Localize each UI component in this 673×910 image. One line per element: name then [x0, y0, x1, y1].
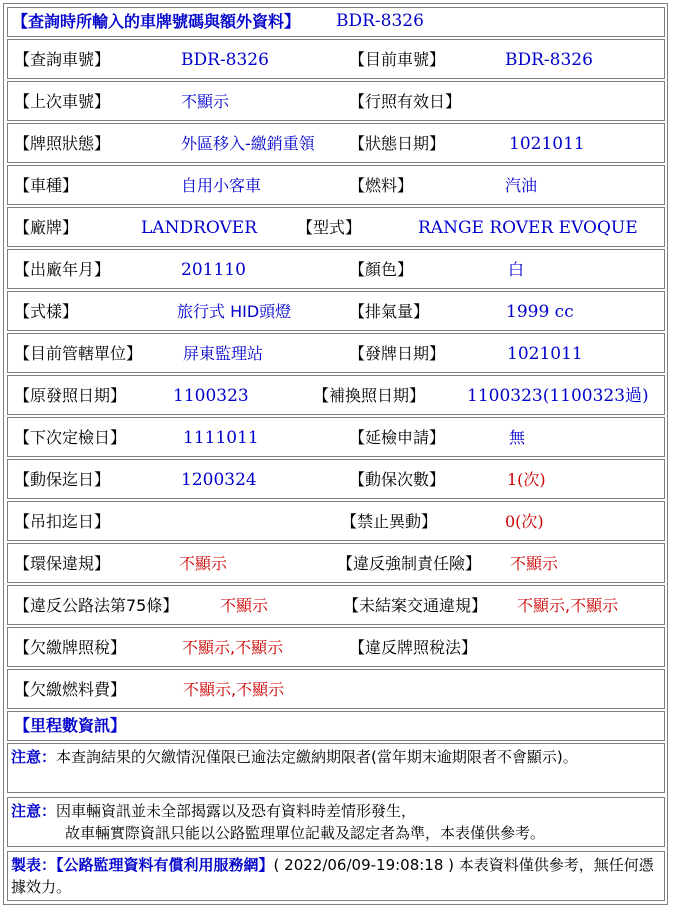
- field-label: 【廠牌】: [14, 218, 79, 237]
- field-label: 【欠繳牌照稅】: [14, 638, 127, 657]
- table-row: [7, 375, 665, 415]
- footer-note: [7, 851, 665, 901]
- field-value: 1200324: [181, 470, 257, 490]
- field-label: 【違反牌照稅法】: [349, 638, 478, 657]
- field-label: 【違反強制責任險】: [337, 554, 482, 573]
- query-title-value: BDR-8326: [336, 11, 424, 31]
- note-disclaimer: [7, 797, 665, 847]
- field-label: 【動保迄日】: [14, 470, 111, 489]
- footer-text: ( 2022/06/09-19:08:18 ) 本表資料僅供參考，無任何憑據效力。: [11, 856, 654, 896]
- field-label: 【行照有效日】: [349, 92, 462, 111]
- note-overdue-text: 本查詢結果的欠繳情況僅限已逾法定繳納期限者(當年期末逾期限者不會顯示)。: [56, 748, 578, 766]
- field-label: 【下次定檢日】: [14, 428, 127, 447]
- field-label: 【吊扣迄日】: [14, 512, 111, 531]
- field-label: 【牌照狀態】: [14, 134, 111, 153]
- field-value: 不顯示: [220, 596, 269, 615]
- table-row: [7, 585, 665, 625]
- field-value: 不顯示,不顯示: [182, 638, 284, 657]
- field-value: BDR-8326: [181, 50, 269, 70]
- field-value: LANDROVER: [141, 218, 257, 238]
- field-label: 【未結案交通違規】: [343, 596, 488, 615]
- field-value: 旅行式 HID頭燈: [177, 302, 292, 321]
- field-value: 屏東監理站: [183, 344, 264, 363]
- note-disclaimer-prefix: 注意：: [11, 802, 57, 820]
- mileage-label: 【里程數資訊】: [14, 716, 127, 735]
- field-label: 【補換照日期】: [313, 386, 426, 405]
- table-row: [7, 39, 665, 79]
- table-row: [7, 333, 665, 373]
- field-value: 汽油: [505, 176, 538, 195]
- field-label: 【查詢車號】: [14, 50, 111, 69]
- field-value: 外區移入-繳銷重領: [181, 134, 315, 153]
- field-label: 【燃料】: [349, 176, 414, 195]
- field-label: 【出廠年月】: [14, 260, 111, 279]
- field-label: 【目前車號】: [349, 50, 446, 69]
- field-value: 不顯示: [179, 554, 228, 573]
- field-label: 【顏色】: [349, 260, 414, 279]
- table-row: [7, 459, 665, 499]
- footer-source-link[interactable]: 【公路監理資料有償利用服務網】: [56, 856, 274, 874]
- mileage-row: [7, 711, 665, 741]
- query-title-row: [7, 7, 665, 37]
- field-value: RANGE ROVER EVOQUE: [418, 218, 638, 238]
- field-value: 不顯示: [510, 554, 559, 573]
- field-label: 【上次車號】: [14, 92, 111, 111]
- table-row: [7, 81, 665, 121]
- field-label: 【原發照日期】: [14, 386, 127, 405]
- field-value: 無: [509, 428, 526, 447]
- table-row: [7, 165, 665, 205]
- field-label: 【車種】: [14, 176, 79, 195]
- note-overdue-prefix: 注意：: [11, 748, 57, 766]
- footer-prefix: 製表：: [11, 856, 57, 874]
- table-row: [7, 123, 665, 163]
- field-label: 【違反公路法第75條】: [14, 596, 179, 615]
- table-row: [7, 501, 665, 541]
- field-value: 不顯示,不顯示: [183, 680, 285, 699]
- field-value: 自用小客車: [181, 176, 262, 195]
- field-value: BDR-8326: [505, 50, 593, 70]
- note-overdue: [7, 743, 665, 793]
- field-label: 【式樣】: [14, 302, 79, 321]
- field-value: 不顯示: [181, 92, 230, 111]
- field-label: 【延檢申請】: [349, 428, 446, 447]
- table-row: [7, 249, 665, 289]
- field-label: 【環保違規】: [14, 554, 111, 573]
- field-label: 【型式】: [297, 218, 362, 237]
- field-label: 【欠繳燃料費】: [14, 680, 127, 699]
- table-row: [7, 669, 665, 709]
- field-value: 0(次): [505, 512, 544, 531]
- query-title-label: 【查詢時所輸入的車牌號碼與額外資料】: [12, 12, 301, 31]
- field-label: 【動保次數】: [349, 470, 446, 489]
- table-row: [7, 291, 665, 331]
- note-disclaimer-line1: 因車輛資訊並未全部揭露以及恐有資料時差情形發生，: [56, 802, 417, 820]
- field-value: 1100323(1100323過): [467, 386, 649, 406]
- field-label: 【發牌日期】: [349, 344, 446, 363]
- field-label: 【禁止異動】: [341, 512, 438, 531]
- field-value: 1021011: [509, 134, 585, 154]
- table-row: [7, 207, 665, 247]
- field-value: 1021011: [507, 344, 583, 364]
- table-row: [7, 543, 665, 583]
- field-value: 1999 cc: [506, 302, 574, 322]
- field-label: 【狀態日期】: [349, 134, 446, 153]
- field-value: 不顯示,不顯示: [517, 596, 619, 615]
- field-label: 【排氣量】: [349, 302, 430, 321]
- field-value: 1111011: [183, 428, 259, 448]
- table-row: [7, 627, 665, 667]
- field-value: 白: [508, 260, 525, 279]
- field-value: 1(次): [507, 470, 546, 489]
- table-row: [7, 417, 665, 457]
- field-label: 【目前管轄單位】: [14, 344, 143, 363]
- field-value: 201110: [181, 260, 246, 280]
- note-disclaimer-line2: 故車輛實際資訊只能以公路監理單位記載及認定者為準，本表僅供參考。: [65, 824, 546, 842]
- field-value: 1100323: [173, 386, 249, 406]
